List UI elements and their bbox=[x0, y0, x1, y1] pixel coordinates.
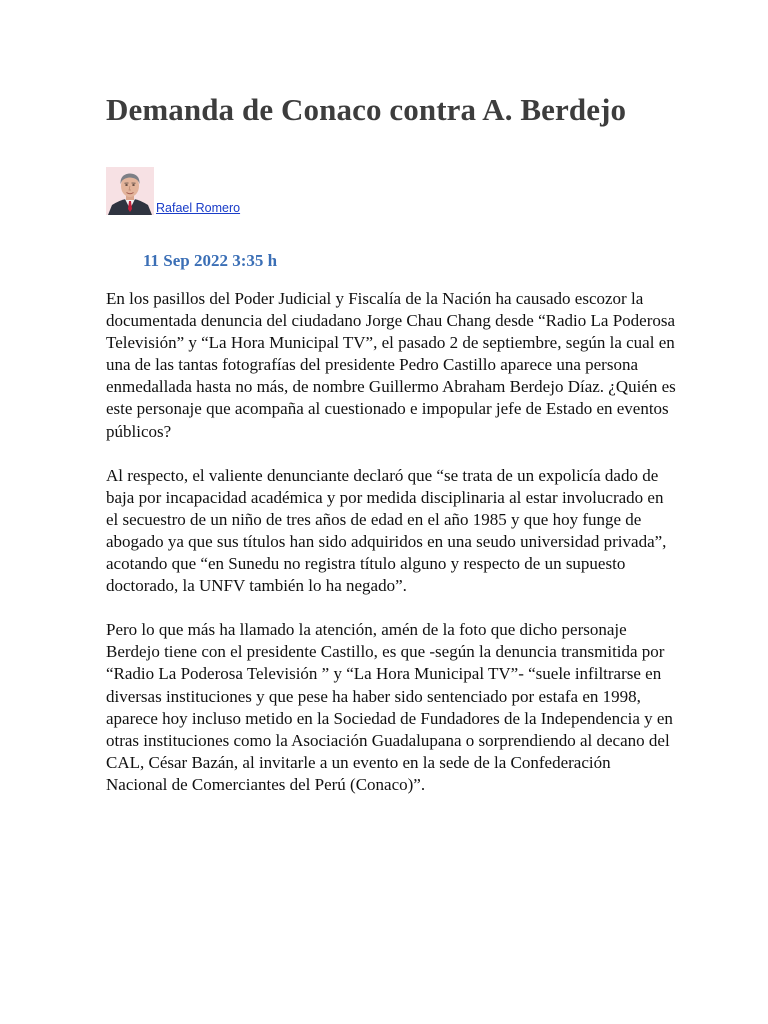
author-avatar[interactable] bbox=[106, 167, 154, 215]
author-portrait-image bbox=[106, 167, 154, 215]
article-paragraph: Al respecto, el valiente denunciante declaró que “se trata de un expolicía dado de baja por incapacidad académica y por medida disciplinaria al estar involucrado en el secuestro de un niño de tres años de edad en el año 1985 y que hoy funge de abogado ya que sus títulos han sido adquiridos en una seudo universidad privada”, acotando que “en Sunedu no registra título alguno y respecto de un supuesto doctorado, la UNFV también lo ha negado”. bbox=[106, 465, 667, 596]
author-name-link[interactable]: Rafael Romero bbox=[156, 201, 241, 215]
publish-date: 11 Sep 2022 3:35 h bbox=[143, 251, 278, 270]
article-title: Demanda de Conaco contra A. Berdejo bbox=[106, 92, 627, 127]
article-body bbox=[106, 288, 676, 818]
article-paragraph: Pero lo que más ha llamado la atención, amén de la foto que dicho personaje Berdejo tiene con el presidente Castillo, es que -según la denuncia transmitida por “Radio La Poderosa Televisión ” y “La Hora Municipal TV”- “suele infiltrarse en diversas instituciones y que pese ha haber sido sentenciado por estafa en 1998, aparece hoy incluso metido en la Sociedad de Fundadores de la Independencia y en otras instituciones como la Asociación Guadalupana o sorprendiendo al decano del CAL, César Bazán, al invitarle a un evento en la sede de la Confederación Nacional de Comerciantes del Perú (Conaco)”. bbox=[106, 620, 673, 794]
article-paragraph: En los pasillos del Poder Judicial y Fiscalía de la Nación ha causado escozor la documentada denuncia del ciudadano Jorge Chau Chang desde “Radio La Poderosa Televisión” y “La Hora Municipal TV”, el pasado 2 de septiembre, según la cual en una de las tantas fotografías del presidente Pedro Castillo aparece una persona enmedallada hasta no más, de nombre Guillermo Abraham Berdejo Díaz. ¿Quién es este personaje que acompaña al cuestionado e impopular jefe de Estado en eventos públicos? bbox=[106, 289, 676, 441]
